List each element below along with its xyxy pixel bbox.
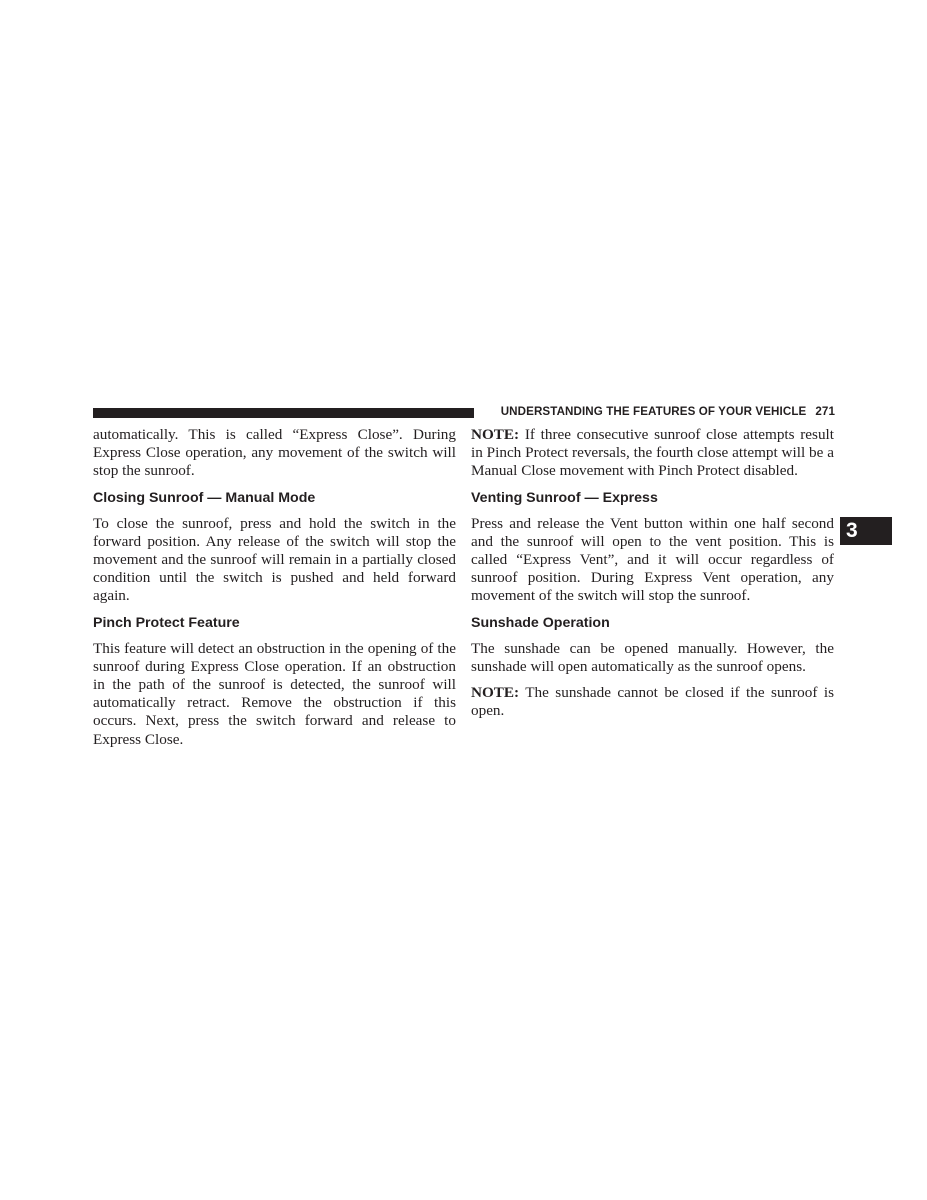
venting-heading: Venting Sunroof — Express (471, 489, 658, 506)
venting-paragraph: Press and release the Vent button within one half second and the sunroof will open to the vent position. This is called “Express Vent”, and it will occur regardless of sunroof position. During Express Vent operation, any movement of the switch will stop the sunroof. (471, 514, 834, 605)
left-column (93, 426, 456, 749)
note-pinch-paragraph (471, 426, 834, 481)
note-text: The sunshade cannot be closed if the sunroof is open. (471, 684, 834, 720)
page-number: 271 (815, 405, 835, 418)
header-rule (93, 408, 474, 418)
chapter-tab: 3 (840, 517, 892, 545)
running-header (483, 405, 835, 418)
manual-mode-heading: Closing Sunroof — Manual Mode (93, 489, 316, 506)
pinch-protect-heading: Pinch Protect Feature (93, 614, 240, 631)
manual-mode-paragraph: To close the sunroof, press and hold the switch in the forward position. Any release of the switch will stop the movement and the sunroof will remain in a partially closed condition until the switch is pushed and held forward again. (93, 514, 456, 605)
intro-paragraph: automatically. This is called “Express Close”. During Express Close operation, any movement of the switch will stop the sunroof. (93, 426, 456, 480)
note-label: NOTE: (471, 426, 520, 443)
note-label: NOTE: (471, 684, 520, 702)
sunshade-heading: Sunshade Operation (471, 614, 610, 631)
note-text: If three consecutive sunroof close attempts result in Pinch Protect reversals, the fourth close attempt will be a Manual Close movement with Pinch Protect disabled. (471, 426, 834, 480)
right-column (471, 426, 834, 720)
pinch-protect-paragraph: This feature will detect an obstruction in the opening of the sunroof during Express Close operation. If an obstruction in the path of the sunroof is detected, the sunroof will automatically retract. Remove the obstruction if this occurs. Next, press the switch forward and release to Express Close. (93, 639, 456, 748)
header-title: UNDERSTANDING THE FEATURES OF YOUR VEHICLE (500, 405, 807, 418)
note-sunshade-paragraph (471, 684, 834, 720)
sunshade-paragraph: The sunshade can be opened manually. However, the sunshade will open automatically as the sunroof opens. (471, 639, 834, 675)
